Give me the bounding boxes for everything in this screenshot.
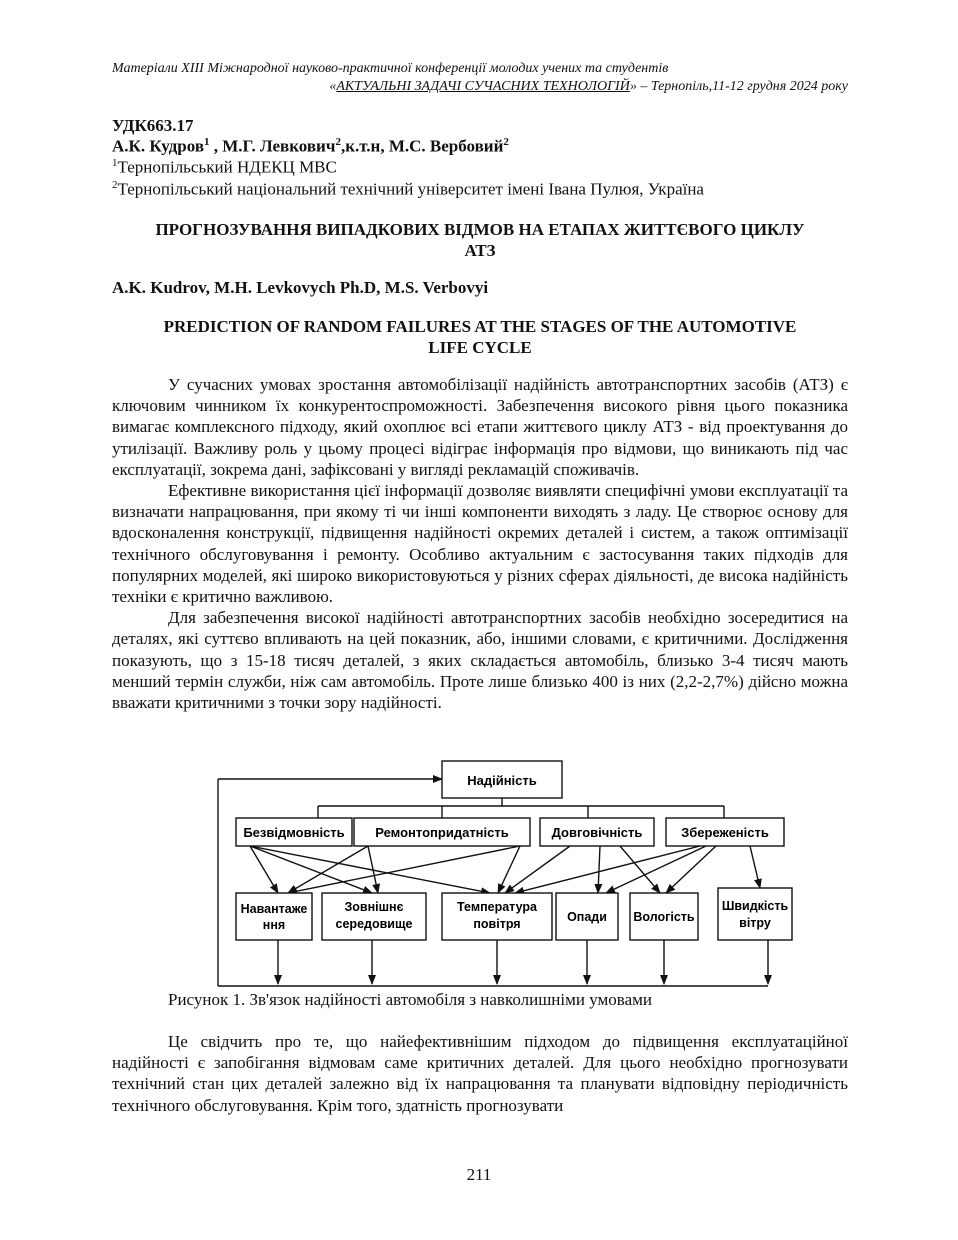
- paragraph: У сучасних умовах зростання автомобілізації надійність автотранспортних засобів (АТЗ) є ключовим чинником їх конкурентоспроможності. Забезпечення високого рівня цього показника вимагає комплексного підходу, який охоплює всі етапи життєвого циклу АТЗ - від проектування до утилізації. Важливу роль у цьому процесі відіграє інформація про відмови, що виникають під час експлуатації, зокрема дані, зафіксовані у вигляді рекламацій споживачів.: [112, 375, 848, 479]
- title-ua: ПРОГНОЗУВАННЯ ВИПАДКОВИХ ВІДМОВ НА ЕТАПАХ ЖИТТЄВОГО ЦИКЛУ АТЗ: [155, 220, 805, 260]
- diagram-node-mid-label: Ремонтопридатність: [375, 825, 509, 840]
- paragraph: Це свідчить про те, що найефективнішим підходом до підвищення експлуатаційної надійності є запобігання відмовам саме критичних деталей. Для цього необхідно прогнозувати технічний стан цих деталей залежно від їх напрацювання та планувати відповідну періодичність технічного обслуговування. Крім того, здатність прогнозувати: [112, 1032, 848, 1115]
- title-en: PREDICTION OF RANDOM FAILURES AT THE STAGES OF THE AUTOMOTIVE LIFE CYCLE: [163, 317, 797, 357]
- diagram-node-mid-label: Довговічність: [551, 825, 643, 840]
- diagram-node-mid-label: Безвідмовність: [243, 825, 345, 840]
- affiliation-1: $^1$Тернопільський НДЕКЦ МВС: [112, 157, 337, 177]
- conference-name: АКТУАЛЬНІ ЗАДАЧІ СУЧАСНИХ ТЕХНОЛОГІЙ: [336, 79, 630, 94]
- authors-ua: А.К. Кудров$^1$ , М.Г. Левкович$^2$,к.т.н, М.С. Вербовий$^2$: [112, 136, 509, 156]
- diagram-node-bottom: [718, 888, 792, 940]
- diagram-node-bottom-label: Опади: [567, 910, 607, 924]
- diagram-node-bottom-label: Вологість: [633, 910, 695, 924]
- diagram-node-bottom: [236, 893, 312, 940]
- udk-code: УДК663.17: [112, 116, 194, 135]
- diagram-node-bottom-label: Температура: [457, 900, 537, 914]
- conference-header-line2: «АКТУАЛЬНІ ЗАДАЧІ СУЧАСНИХ ТЕХНОЛОГІЙ» – Тернопіль,11-12 грудня 2024 року: [329, 79, 848, 94]
- body-text-continued: [112, 1031, 848, 1116]
- diagram-node-bottom-label: ння: [262, 918, 286, 932]
- diagram-node-top-label: Надійність: [467, 773, 537, 788]
- diagram-node-bottom-label: середовище: [335, 917, 413, 931]
- paragraph: Ефективне використання цієї інформації дозволяє виявляти специфічні умови експлуатації та визначати напрацювання, при якому ті чи інші компоненти виходять з ладу. Це створює основу для вдосконалення конструкції, підвищення надійності окремих деталей і систем, а також оптимізації технічного обслуговування і ремонту. Особливо актуальним є застосування таких підходів для популярних моделей, які широко використовуються у різних сферах діяльності, де висока надійність техніки є критично важливою.: [112, 481, 848, 607]
- diagram-node-bottom-label: вітру: [739, 916, 771, 930]
- diagram-node-bottom-label: повітря: [473, 917, 521, 931]
- diagram-node-mid-label: Збереженість: [681, 825, 769, 840]
- diagram-node-bottom-label: Швидкість: [721, 899, 789, 913]
- diagram-node-bottom-label: Зовнішнє: [344, 900, 404, 914]
- page-number: 211: [466, 1165, 492, 1184]
- diagram-node-bottom-label: Навантаже: [240, 902, 308, 916]
- paragraph: Для забезпечення високої надійності автотранспортних засобів необхідно зосередитися на деталях, які суттєво впливають на цей показник, або, іншими словами, є критичними. Дослідження показують, що з 15-18 тисяч деталей, з яких складається автомобіль, близько 3-4 тисяч мають менший термін служби, ніж сам автомобіль. Проте лише близько 400 із них (2,2-2,7%) дійсно можна вважати критичними з точки зору надійності.: [112, 608, 848, 713]
- conference-header-line1: Матеріали XIII Міжнародної науково-практичної конференції молодих учених та студентів: [112, 61, 669, 76]
- figure-caption: Рисунок 1. Зв'язок надійності автомобіля з навколишніми умовами: [168, 990, 652, 1009]
- affiliation-2: $^2$Тернопільський національний технічний університет імені Івана Пулюя, Україна: [112, 179, 704, 199]
- authors-en: A.K. Kudrov, M.H. Levkovych Ph.D, M.S. Verbovyi: [112, 278, 489, 297]
